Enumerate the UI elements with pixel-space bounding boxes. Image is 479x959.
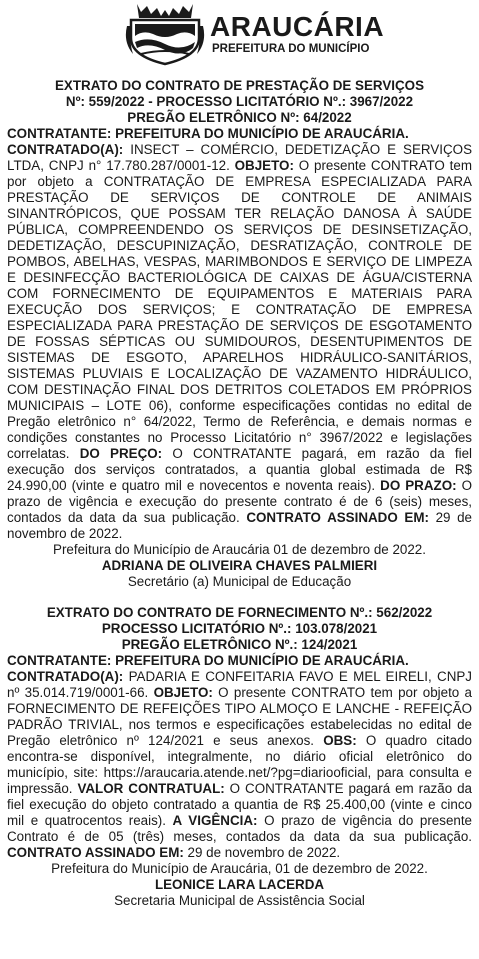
header xyxy=(7,0,472,70)
vigencia-label: A VIGÊNCIA: xyxy=(172,813,258,828)
city-crest-logo xyxy=(125,2,205,66)
contract-2-title: EXTRATO DO CONTRATO DE FORNECIMENTO Nº.: 562/2022 xyxy=(46,605,433,620)
assinado-label: CONTRATO ASSINADO EM: xyxy=(7,845,184,860)
obs-label: OBS: xyxy=(323,733,357,748)
contract-1-signer: ADRIANA DE OLIVEIRA CHAVES PALMIERI xyxy=(101,558,378,573)
contract-1-body xyxy=(7,142,472,542)
contract-2-role: Secretaria Municipal de Assistência Social xyxy=(114,893,365,908)
objeto-text: O presente CONTRATO tem por objeto a CONTRATAÇÃO DE EMPRESA ESPECIALIZADA PARA PRESTAÇÃO DE SERVIÇOS DE CONTROLE DE ANIMAIS SINANTRÓPICOS, QUE POSSAM TER RELAÇÃO DANOSA À SAÚDE PÚBLICA, COMPREENDENDO OS SERVIÇOS DE DESINSETIZAÇÃO, DEDETIZAÇÃO, DESCUPINIZAÇÃO, DESRATIZAÇÃO, CONTROLE DE POMBOS, ABELHAS, VESPAS, MARIMBONDOS E SERVIÇO DE LIMPEZA E DESINFECÇÃO BACTERIOLÓGICA DE CAIXAS DE ÁGUA/CISTERNA COM FORNECIMENTO DE EQUIPAMENTOS E MATERIAIS PARA EXECUÇÃO DOS SERVIÇOS; E CONTRATAÇÃO DE EMPRESA ESPECIALIZADA PARA PRESTAÇÃO DE SERVIÇOS DE ESGOTAMENTO DE FOSSAS SÉPTICAS OU SUMIDOUROS, DESENTUPIMENTOS DE SISTEMAS DE ESGOTO, APARELHOS HIDRÁULICO-SANITÁRIOS, SISTEMAS PLUVIAIS E LOCALIZAÇÃO DE VAZAMENTO HIDRÁULICO, COM DESTINAÇÃO FINAL DOS DETRITOS COLETADOS EM PRÓPRIOS MUNICIPAIS – LOTE 06), conforme especificações contidas no edital de Pregão eletrônico n° 64/2022, Termo de Referência, e demais normas e condições constantes no Processo Licitatório n° 3967/2022 e legislações correlatas. xyxy=(7,158,472,461)
objeto-text: O presente CONTRATO tem por objeto a FORNECIMENTO DE REFEIÇÕES TIPO ALMOÇO E LANCHE - REFEIÇÃO PADRÃO TRIVIAL, nos termos e especificações estabelecidas no edital de Pregão eletrônico nº 124/2021 e seus anexos. xyxy=(7,685,472,748)
contract-extract-2 xyxy=(7,605,472,909)
assinado-text: 29 de novembro de 2022. xyxy=(7,510,472,541)
contract-2-pregao-number: PREGÃO ELETRÔNICO Nº.: 124/2021 xyxy=(121,637,358,652)
obs-text: O quadro citado encontra-se disponível, integralmente, no diário oficial eletrônico do município, site: https://araucaria.atende.net/?pg=diariooficial, para consulta e impressão. xyxy=(7,733,472,796)
valor-text: O CONTRATANTE pagará em razão da fiel execução do objeto contratado a quantia de R$ 25.400,00 (vinte e cinco mil e quatrocentos reais). xyxy=(7,781,472,828)
contract-2-contratante: CONTRATANTE: PREFEITURA DO MUNICÍPIO DE ARAUCÁRIA. xyxy=(7,653,409,668)
contract-1-role: Secretário (a) Municipal de Educação xyxy=(127,574,352,589)
prazo-label: DO PRAZO: xyxy=(380,478,457,493)
contract-1-place-date: Prefeitura do Município de Araucária 01 de dezembro de 2022. xyxy=(53,542,426,557)
contratado-text: PADARIA E CONFEITARIA FAVO E MEL EIRELI, CNPJ nº 35.014.719/0001-66. xyxy=(7,669,472,700)
contract-2-signer: LEONICE LARA LACERDA xyxy=(154,877,325,892)
contract-2-process-number: PROCESSO LICITATÓRIO Nº.: 103.078/2021 xyxy=(101,621,378,636)
preco-label: DO PREÇO: xyxy=(79,446,163,461)
valor-label: VALOR CONTRATUAL: xyxy=(77,781,225,796)
contratado-text: INSECT – COMÉRCIO, DEDETIZAÇÃO E SERVIÇOS LTDA, CNPJ n° 17.780.287/0001-12. xyxy=(7,142,472,173)
objeto-label: OBJETO: xyxy=(234,158,294,173)
prazo-text: O prazo de vigência e execução do presente contrato é de 6 (seis) meses, contados da data da sua publicação. xyxy=(7,478,473,525)
section-divider xyxy=(7,590,472,605)
contratado-label: CONTRATADO(A): xyxy=(7,669,124,684)
assinado-text: 29 de novembro de 2022. xyxy=(183,845,341,860)
contratado-label: CONTRATADO(A): xyxy=(7,142,124,157)
preco-text: O CONTRATANTE pagará, em razão da fiel execução dos serviços contratados, a quantia global estimada de R$ 24.990,00 (vinte e quatro mil e novecentos e noventa reais). xyxy=(7,446,473,493)
assinado-label: CONTRATO ASSINADO EM: xyxy=(246,510,429,525)
contract-1-pregao-number: PREGÃO ELETRÔNICO Nº: 64/2022 xyxy=(127,110,352,125)
objeto-label: OBJETO: xyxy=(153,685,213,700)
logo-name: ARAUCÁRIA xyxy=(210,11,385,42)
contract-1-contratante: CONTRATANTE: PREFEITURA DO MUNICÍPIO DE ARAUCÁRIA. xyxy=(7,126,409,141)
contract-extract-1 xyxy=(7,78,472,590)
logo-subtitle: PREFEITURA DO MUNICÍPIO xyxy=(212,43,370,55)
vigencia-text: O prazo de vigência do presente Contrato é de 05 (três) meses, contados da data da sua publicação. xyxy=(7,813,473,844)
contract-1-process-number: Nº: 559/2022 - PROCESSO LICITATÓRIO Nº.: 3967/2022 xyxy=(65,94,414,109)
contract-2-place-date: Prefeitura do Município de Araucária, 01 de dezembro de 2022. xyxy=(51,861,428,876)
contract-1-title: EXTRATO DO CONTRATO DE PRESTAÇÃO DE SERVIÇOS xyxy=(54,78,425,93)
contract-2-body xyxy=(7,669,472,861)
